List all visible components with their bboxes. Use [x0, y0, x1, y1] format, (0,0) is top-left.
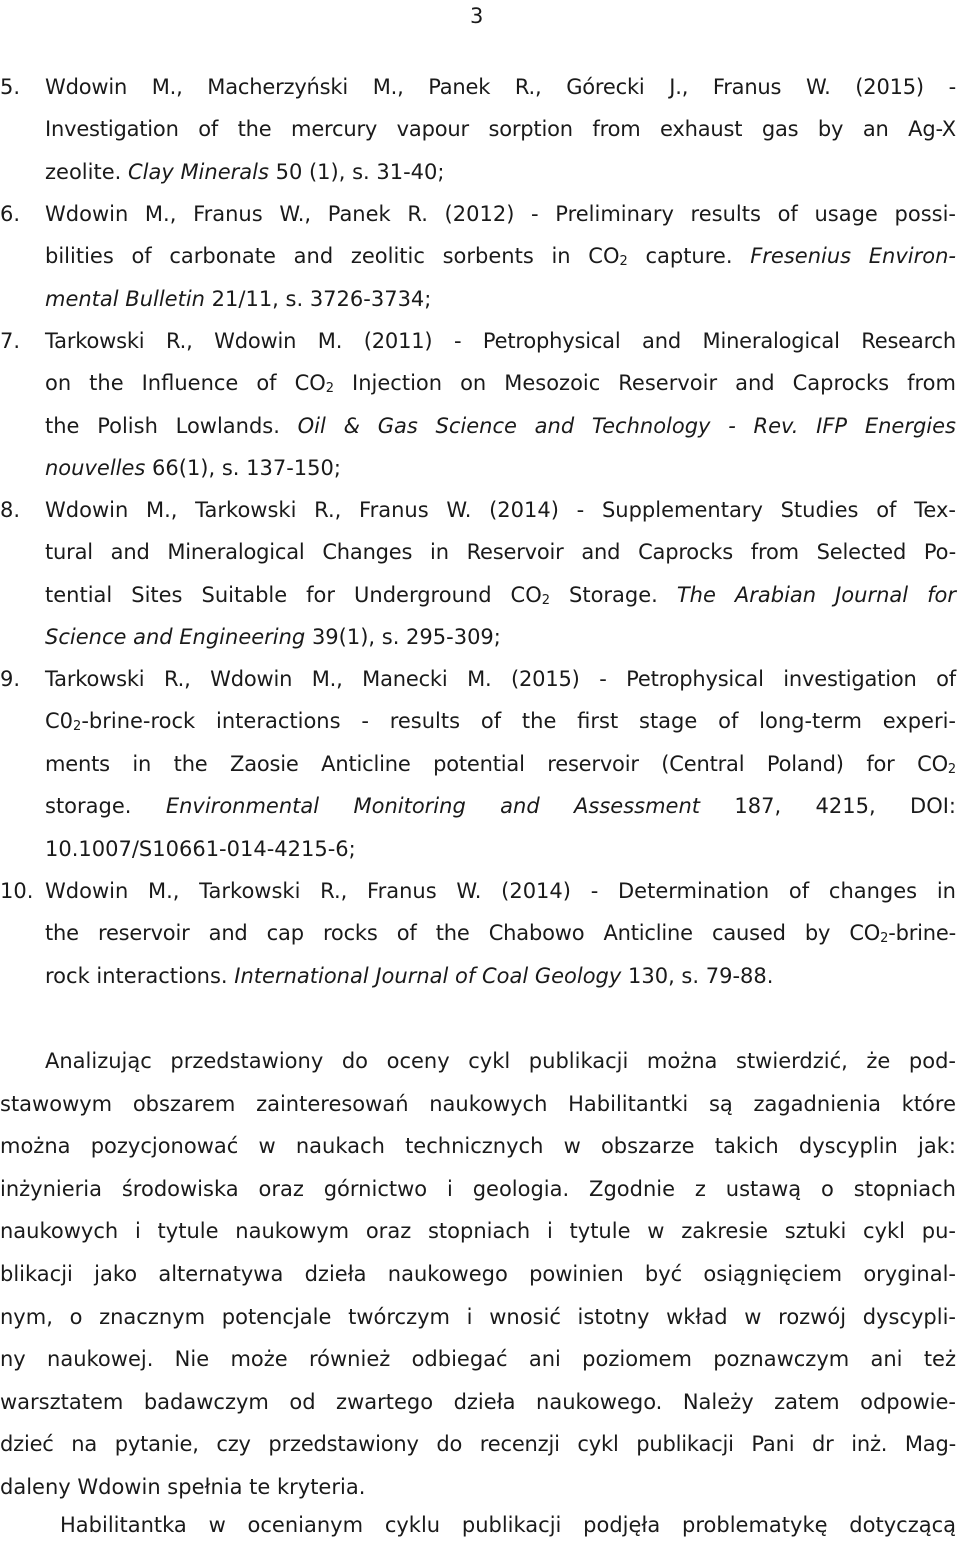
text-run: C0	[45, 709, 74, 734]
text-run: capture.	[627, 244, 751, 269]
journal-title: Clay Minerals	[127, 159, 269, 184]
body-paragraph	[0, 1508, 956, 1542]
reference-line: 10.1007/S10661-014-4215-6;	[45, 836, 356, 861]
reference-line	[45, 447, 956, 489]
reference-line: Tarkowski R., Wdowin M. (2011) - Petrophysical and Mineralogical Research	[45, 329, 956, 353]
reference-line	[45, 700, 956, 742]
journal-title: nouvelles	[45, 456, 146, 481]
subscript: 2	[325, 381, 335, 397]
page-number: 3	[470, 4, 484, 28]
body-paragraph	[0, 1040, 956, 1509]
journal-title: International Journal of Coal Geology	[234, 963, 622, 988]
reference-line	[45, 235, 956, 277]
paragraph-line: Analizując przedstawiony do oceny cykl publikacji można stwierdzić, że pod-	[45, 1049, 956, 1073]
reference-line: Wdowin M., Franus W., Panek R. (2012) - Preliminary results of usage possi-	[45, 202, 956, 226]
journal-title: Oil & Gas Science and Technology - Rev. IFP Energies	[297, 413, 956, 438]
reference-number: 10.	[0, 879, 34, 903]
text-run: 39(1), s. 295-309;	[305, 625, 501, 650]
text-run: Injection on Mesozoic Reservoir and Caprocks from	[334, 371, 956, 396]
reference-line: Tarkowski R., Wdowin M., Manecki M. (2015) - Petrophysical investigation of	[45, 667, 956, 691]
text-run: tential Sites Suitable for Underground CO	[45, 582, 542, 607]
reference-line	[45, 574, 956, 616]
paragraph-line: stawowym obszarem zainteresowań naukowych Habilitantki są zagadnienia które	[0, 1091, 956, 1116]
reference-text	[45, 193, 956, 320]
paragraph-line: naukowych i tytule naukowym oraz stopniach i tytule w zakresie sztuki cykl pu-	[0, 1219, 956, 1244]
reference-number: 9.	[0, 667, 21, 691]
journal-title: Science and Engineering	[45, 625, 306, 650]
reference-text	[45, 658, 956, 870]
text-run: 187, 4215, DOI:	[700, 794, 956, 819]
subscript: 2	[947, 761, 956, 777]
subscript: 2	[73, 719, 82, 735]
text-run: 50 (1), s. 31-40;	[268, 159, 445, 184]
reference-line: Wdowin M., Tarkowski R., Franus W. (2014) - Determination of changes in	[45, 879, 956, 903]
journal-title: Fresenius Environ-	[750, 244, 956, 269]
journal-title: Environmental Monitoring and Assessment	[165, 794, 701, 819]
text-run: 66(1), s. 137-150;	[145, 456, 341, 481]
subscript: 2	[880, 931, 889, 947]
reference-number: 5.	[0, 75, 21, 99]
reference-line	[45, 743, 956, 785]
reference-number: 7.	[0, 329, 21, 353]
subscript: 2	[541, 592, 550, 608]
paragraph-line: Habilitantka w ocenianym cyklu publikacji podjęła problematykę dotyczącą	[60, 1513, 956, 1537]
reference-text	[45, 66, 956, 193]
journal-title: mental Bulletin	[45, 286, 205, 311]
reference-text	[45, 870, 956, 997]
paragraph-line: blikacji jako alternatywa dzieła naukowego powinien być osiągnięciem oryginal-	[0, 1261, 956, 1286]
text-run: 21/11, s. 3726-3734;	[204, 286, 432, 311]
paragraph-line: daleny Wdowin spełnia te kryteria.	[0, 1474, 366, 1499]
reference-text	[45, 320, 956, 490]
reference-line	[45, 151, 956, 193]
reference-line	[45, 912, 956, 954]
text-run: -brine-	[888, 921, 956, 946]
reference-line: Wdowin M., Macherzyński M., Panek R., Górecki J., Franus W. (2015) -	[45, 75, 956, 99]
text-run: zeolite.	[45, 159, 128, 184]
journal-title: The Arabian Journal for	[676, 582, 956, 607]
text-run: ments in the Zaosie Anticline potential reservoir (Central Poland) for CO	[45, 751, 948, 776]
paragraph-line: nym, o znacznym potencjale twórczym i wnosić istotny wkład w rozwój dyscypli-	[0, 1304, 956, 1329]
paragraph-line: można pozycjonować w naukach technicznych w obszarze takich dyscyplin jak:	[0, 1134, 956, 1159]
paragraph-line: inżynieria środowiska oraz górnictwo i geologia. Zgodnie z ustawą o stopniach	[0, 1176, 956, 1201]
text-run: bilities of carbonate and zeolitic sorbents in CO	[45, 244, 620, 269]
reference-line: Wdowin M., Tarkowski R., Franus W. (2014) - Supplementary Studies of Tex-	[45, 498, 956, 522]
text-run: 130, s. 79-88.	[621, 963, 774, 988]
reference-line	[45, 955, 956, 997]
subscript: 2	[619, 254, 628, 270]
text-run: rock interactions.	[45, 963, 235, 988]
paragraph-line: ny naukowej. Nie może również odbiegać ani poziomem poznawczym ani też	[0, 1347, 956, 1372]
text-run: the Polish Lowlands.	[45, 413, 298, 438]
reference-line: Investigation of the mercury vapour sorption from exhaust gas by an Ag-X	[45, 117, 956, 142]
reference-line	[45, 278, 956, 320]
reference-line: tural and Mineralogical Changes in Reservoir and Caprocks from Selected Po-	[45, 540, 956, 565]
text-run: -brine-rock interactions - results of the first stage of long-term experi-	[81, 709, 956, 734]
text-run: Storage.	[550, 582, 677, 607]
reference-text	[45, 489, 956, 659]
text-run: storage.	[45, 794, 166, 819]
reference-line	[45, 405, 956, 447]
paragraph-line: warsztatem badawczym od zwartego dzieła naukowego. Należy zatem odpowie-	[0, 1389, 956, 1414]
text-run: the reservoir and cap rocks of the Chabowo Anticline caused by CO	[45, 921, 881, 946]
reference-number: 6.	[0, 202, 21, 226]
reference-line	[45, 616, 956, 658]
reference-number: 8.	[0, 498, 21, 522]
reference-line	[45, 362, 956, 404]
text-run: on the Influence of CO	[45, 371, 326, 396]
reference-line	[45, 785, 956, 827]
paragraph-line: dzieć na pytanie, czy przedstawiony do recenzji cykl publikacji Pani dr inż. Mag-	[0, 1432, 956, 1457]
